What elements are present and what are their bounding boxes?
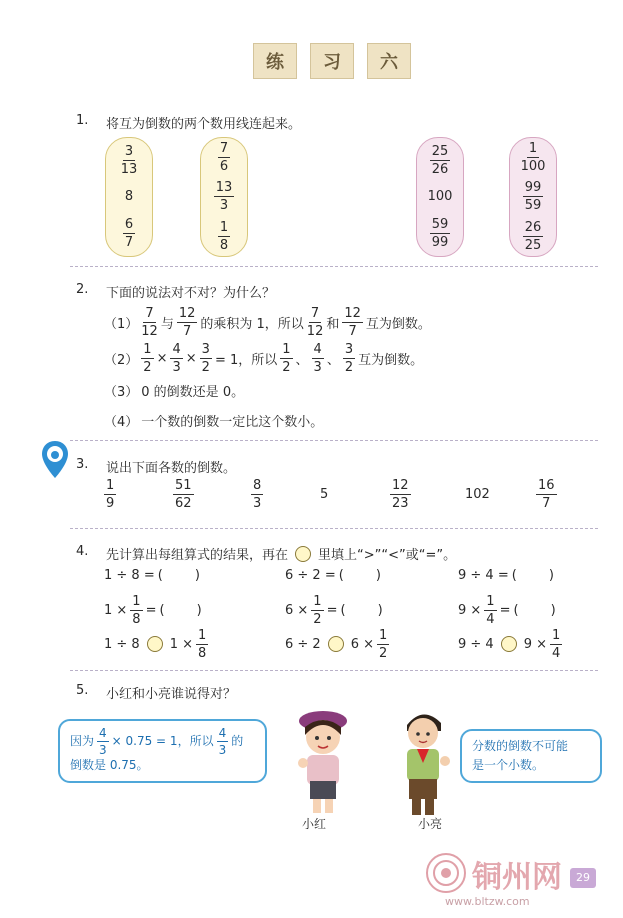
- compare-circle[interactable]: [147, 636, 163, 652]
- q5-text: 小红和小亮谁说得对？: [106, 687, 237, 702]
- q1-column-3: [416, 137, 464, 257]
- q1-col4-item: $\frac{1}{100}$: [520, 141, 546, 175]
- q4-expression: 1 ÷ 8 = ( ): [104, 568, 200, 583]
- divider: [70, 528, 598, 529]
- location-marker-icon: [41, 440, 69, 480]
- q4-text: 先计算出每组算式的结果，再在 里填上“>”“<”或“=”。: [106, 544, 456, 563]
- q2-statement-4: （4） 一个数的倒数一定比这个数小。: [104, 415, 324, 430]
- q3-item: $\frac{1}{9}$: [106, 478, 115, 511]
- watermark-url: www.bltzw.com: [445, 895, 530, 908]
- character-name-right: 小亮: [418, 817, 443, 831]
- page-number: 29: [570, 868, 596, 888]
- speech-bubble-left: 因为 $\frac{4}{3}$ × 0.75 = 1，所以 $\frac{4}{3}$ 的 倒数是 0.75。: [58, 719, 267, 783]
- character-name-left: 小红: [302, 817, 327, 831]
- q4-comparison: 6 ÷ 2 6 × $\frac{1}{2}$: [285, 627, 388, 661]
- q2-statement-3: （3） 0 的倒数还是 0。: [104, 385, 245, 400]
- q1-col4-item: $\frac{99}{59}$: [524, 180, 542, 214]
- q1-col3-item: 100: [427, 189, 453, 205]
- q1-col2-item: $\frac{13}{3}$: [215, 180, 233, 214]
- q3-item: $\frac{12}{23}$: [392, 478, 409, 511]
- q1-column-2: [200, 137, 248, 257]
- q4-expression: 6 × $\frac{1}{2}$ = ( ): [285, 593, 383, 627]
- q1-text: 将互为倒数的两个数用线连起来。: [106, 117, 302, 132]
- q1-col3-item: $\frac{25}{26}$: [431, 143, 449, 177]
- watermark-logo-icon: [425, 852, 467, 894]
- divider: [70, 440, 598, 441]
- compare-circle[interactable]: [501, 636, 517, 652]
- q3-number: 3.: [76, 457, 89, 472]
- q1-column-4: [509, 137, 557, 257]
- compare-circle-icon: [295, 546, 311, 562]
- q4-number: 4.: [76, 544, 89, 559]
- q1-col1-item: $\frac{6}{7}$: [124, 217, 134, 251]
- q1-col3-item: $\frac{59}{99}$: [431, 217, 449, 251]
- speech-bubble-right: 分数的倒数不可能 是一个小数。: [460, 729, 602, 783]
- q2-number: 2.: [76, 282, 89, 297]
- q4-expression: 6 ÷ 2 = ( ): [285, 568, 381, 583]
- q1-column-1: [105, 137, 153, 257]
- q3-item: 102: [465, 487, 490, 502]
- q4-expression: 1 × $\frac{1}{8}$ = ( ): [104, 593, 202, 627]
- q1-col1-item: 8: [124, 189, 134, 205]
- q2-text: 下面的说法对不对？为什么？: [106, 286, 276, 301]
- q5-number: 5.: [76, 683, 89, 698]
- compare-circle[interactable]: [328, 636, 344, 652]
- q4-comparison: 9 ÷ 4 9 × $\frac{1}{4}$: [458, 627, 561, 661]
- q3-text: 说出下面各数的倒数。: [106, 461, 237, 476]
- q4-comparison: 1 ÷ 8 1 × $\frac{1}{8}$: [104, 627, 207, 661]
- q4-expression: 9 × $\frac{1}{4}$ = ( ): [458, 593, 556, 627]
- title-char-3: 六: [367, 43, 411, 79]
- q4-expression: 9 ÷ 4 = ( ): [458, 568, 554, 583]
- q2-statement-1: （1） $\frac{7}{12}$ 与 $\frac{12}{7}$ 的乘积为 1，所以 $\frac{7}{12}$ 和 $\frac{12}{7}$ 互为倒数。: [104, 305, 431, 339]
- watermark-text: 铜州网: [472, 860, 562, 895]
- q1-number: 1.: [76, 113, 89, 128]
- boy-illustration: [385, 703, 461, 817]
- divider: [70, 266, 598, 267]
- q3-item: $\frac{8}{3}$: [253, 478, 262, 511]
- title-char-2: 习: [310, 43, 354, 79]
- q1-col1-item: $\frac{3}{13}$: [120, 143, 138, 177]
- q1-col2-item: $\frac{7}{6}$: [219, 141, 229, 175]
- q3-item: $\frac{16}{7}$: [538, 478, 555, 511]
- divider: [70, 670, 598, 671]
- q1-col2-item: $\frac{1}{8}$: [219, 219, 229, 253]
- girl-illustration: [283, 705, 363, 815]
- q1-col4-item: $\frac{26}{25}$: [524, 219, 542, 253]
- q2-statement-2: （2） $\frac{1}{2}$ × $\frac{4}{3}$ × $\frac{3}{2}$ = 1，所以 $\frac{1}{2}$ 、 $\frac{4}{3}$ 、 $\frac{3}{2}$ 互为倒数。: [104, 341, 424, 375]
- q3-item: $\frac{51}{62}$: [175, 478, 192, 511]
- q3-item: 5: [320, 487, 329, 502]
- title-char-1: 练: [253, 43, 297, 79]
